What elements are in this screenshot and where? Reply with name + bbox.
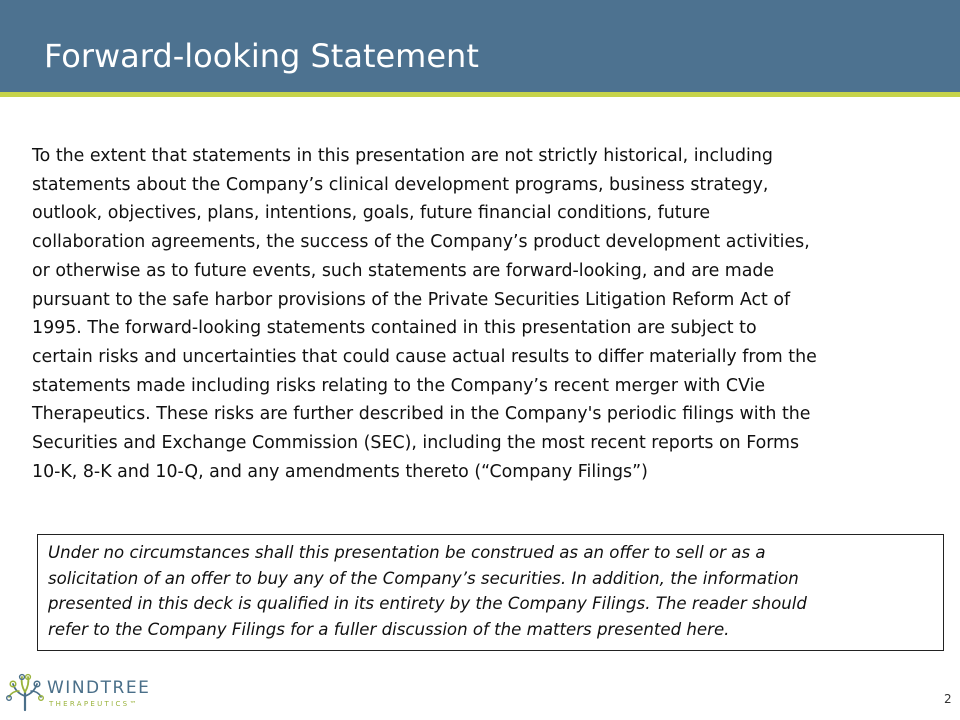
disclaimer-line: solicitation of an offer to buy any of the Company’s securities. In addition, the information	[48, 568, 799, 588]
disclaimer-line: Under no circumstances shall this presentation be construed as an offer to sell or as a	[48, 543, 766, 562]
windtree-logo	[5, 672, 155, 712]
body-text-line: 1995. The forward-looking statements contained in this presentation are subject to	[32, 318, 757, 339]
disclaimer-text	[48, 540, 933, 642]
windtree-tree-logo-icon	[5, 672, 45, 712]
body-text-line: To the extent that statements in this presentation are not strictly historical, including	[32, 146, 773, 166]
body-text-line: Therapeutics. These risks are further described in the Company's periodic filings with the	[32, 404, 811, 425]
disclaimer-line: presented in this deck is qualified in its entirety by the Company Filings. The reader should	[48, 594, 807, 613]
disclaimer-box	[37, 534, 944, 651]
body-text-line: outlook, objectives, plans, intentions, goals, future financial conditions, future	[32, 203, 711, 224]
forward-looking-body-text	[32, 142, 912, 486]
body-text-line: certain risks and uncertainties that could cause actual results to differ materially from the	[32, 346, 817, 367]
header-accent-stripe	[0, 92, 960, 97]
body-text-line: 10-K, 8-K and 10-Q, and any amendments thereto (“Company Filings”)	[32, 461, 648, 482]
body-text-line: statements made including risks relating to the Company’s recent merger with CVie	[32, 375, 766, 396]
logo-wordmark: WINDTREE	[47, 678, 151, 698]
disclaimer-line: refer to the Company Filings for a fuller discussion of the matters presented here.	[48, 619, 730, 639]
body-text-line: Securities and Exchange Commission (SEC), including the most recent reports on Forms	[32, 433, 800, 454]
logo-subline: THERAPEUTICS™	[49, 700, 139, 708]
body-text-line: collaboration agreements, the success of the Company’s product development activities,	[32, 232, 810, 253]
body-text-line: statements about the Company’s clinical development programs, business strategy,	[32, 174, 769, 195]
body-text-line: or otherwise as to future events, such statements are forward-looking, and are made	[32, 260, 775, 281]
slide-title: Forward-looking Statement	[44, 37, 479, 75]
body-text-line: pursuant to the safe harbor provisions of the Private Securities Litigation Reform Act of	[32, 289, 791, 310]
page-number: 2	[944, 692, 952, 706]
